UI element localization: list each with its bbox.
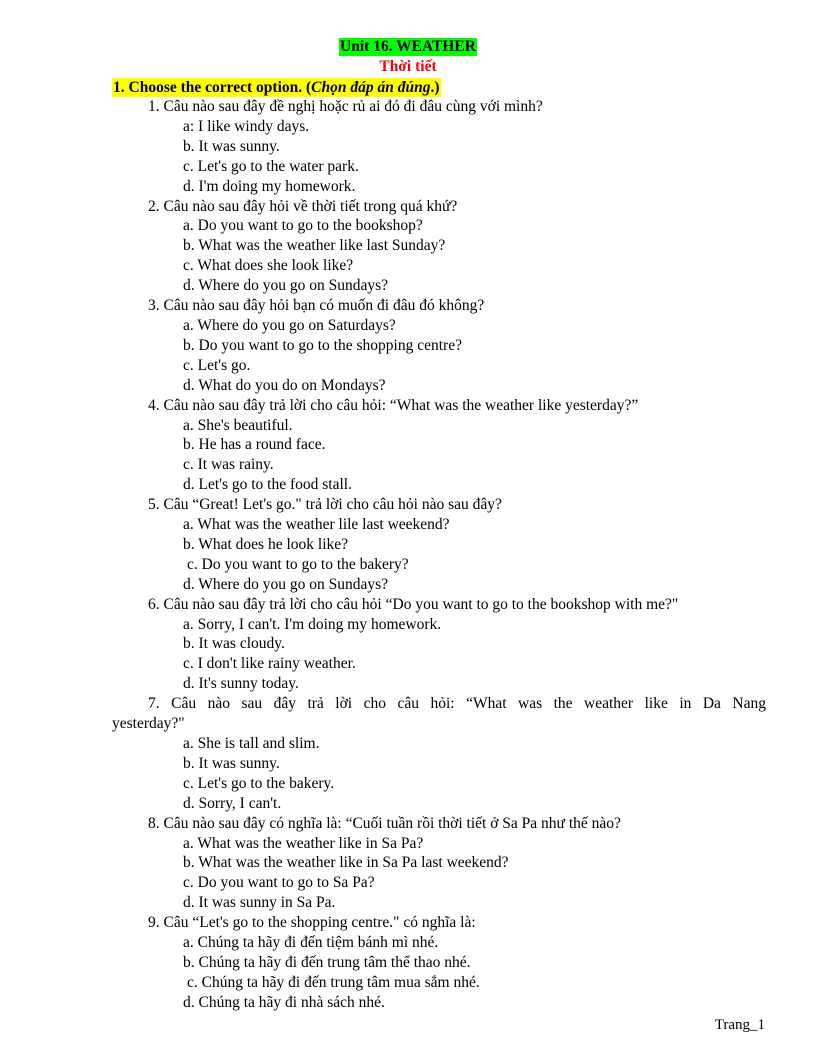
option-c: c. It was rainy. xyxy=(183,456,274,474)
section-heading-main: 1. Choose the correct option. ( xyxy=(113,79,312,96)
option-b: b. He has a round face. xyxy=(183,436,326,454)
question-5 xyxy=(112,495,766,595)
option-c: c. Do you want to go to Sa Pa? xyxy=(183,874,375,892)
question-stem: 3. Câu nào sau đây hỏi bạn có muốn đi đâu đó không? xyxy=(148,297,485,315)
question-list xyxy=(112,97,766,1013)
question-stem: 9. Câu “Let's go to the shopping centre." có nghĩa là: xyxy=(148,914,476,932)
option-a: a. What was the weather like in Sa Pa? xyxy=(183,834,424,852)
question-1 xyxy=(112,97,766,197)
option-a: a. Do you want to go to the bookshop? xyxy=(183,217,423,235)
option-b: b. What does he look like? xyxy=(183,535,349,553)
option-a: a: I like windy days. xyxy=(183,117,310,135)
section-heading xyxy=(112,78,441,97)
question-stem: 5. Câu “Great! Let's go." trả lời cho câu hỏi nào sau đây? xyxy=(148,496,502,514)
question-stem: 6. Câu nào sau đây trả lời cho câu hỏi “Do you want to go to the bookshop with me?" xyxy=(148,595,679,613)
option-c: c. I don't like rainy weather. xyxy=(183,655,356,673)
option-c: c. Chúng ta hãy đi đến trung tâm mua sắm nhé. xyxy=(187,973,480,991)
option-a: a. She's beautiful. xyxy=(183,416,293,434)
option-a: a. Chúng ta hãy đi đến tiệm bánh mì nhé. xyxy=(183,934,439,952)
question-stem-line-1: 7. Câu nào sau đây trả lời cho câu hỏi: “What was the weather like in Da Nang xyxy=(148,695,766,713)
option-d: d. Where do you go on Sundays? xyxy=(183,575,389,593)
option-b: b. Do you want to go to the shopping centre? xyxy=(183,336,462,354)
option-c: c. Let's go to the bakery. xyxy=(183,774,335,792)
question-stem: 2. Câu nào sau đây hỏi về thời tiết trong quá khứ? xyxy=(148,197,458,215)
option-a: a. What was the weather lile last weekend? xyxy=(183,516,450,534)
question-3 xyxy=(112,296,766,396)
title-block xyxy=(0,38,816,77)
option-c: c. Do you want to go to the bakery? xyxy=(187,555,409,573)
question-stem: 4. Câu nào sau đây trả lời cho câu hỏi: “What was the weather like yesterday?” xyxy=(148,396,639,414)
section-heading-italic: Chọn đáp án đúng xyxy=(311,79,431,96)
question-stem: 1. Câu nào sau đây đề nghị hoặc rủ ai đó đi đâu cùng với mình? xyxy=(148,98,543,115)
option-b: b. What was the weather like in Sa Pa last weekend? xyxy=(183,854,509,872)
section-heading-end: .) xyxy=(430,79,440,96)
question-6 xyxy=(112,595,766,695)
page-number: Trang_1 xyxy=(714,1017,765,1033)
unit-subtitle: Thời tiết xyxy=(379,58,437,75)
question-4 xyxy=(112,396,766,496)
option-a: a. Where do you go on Saturdays? xyxy=(183,316,396,334)
option-d: d. Let's go to the food stall. xyxy=(183,476,352,494)
question-8 xyxy=(112,814,766,914)
option-b: b. It was sunny. xyxy=(183,137,280,155)
option-d: d. It's sunny today. xyxy=(183,675,299,693)
option-b: b. It was cloudy. xyxy=(183,635,285,653)
option-d: d. Sorry, I can't. xyxy=(183,794,282,812)
option-b: b. It was sunny. xyxy=(183,754,280,772)
question-stem-line-2: yesterday?" xyxy=(112,715,185,733)
question-7 xyxy=(112,694,766,813)
option-c: c. Let's go. xyxy=(183,356,251,374)
option-c: c. Let's go to the water park. xyxy=(183,157,359,175)
unit-title: Unit 16. WEATHER xyxy=(340,38,476,55)
option-c: c. What does she look like? xyxy=(183,257,354,275)
option-b: b. Chúng ta hãy đi đến trung tâm thể thao nhé. xyxy=(183,953,471,971)
question-2 xyxy=(112,197,766,297)
option-d: d. What do you do on Mondays? xyxy=(183,376,386,394)
question-9 xyxy=(112,913,766,1013)
option-a: a. She is tall and slim. xyxy=(183,735,320,752)
option-d: d. Where do you go on Sundays? xyxy=(183,277,389,295)
option-a: a. Sorry, I can't. I'm doing my homework. xyxy=(183,615,442,633)
option-b: b. What was the weather like last Sunday? xyxy=(183,237,446,255)
option-d: d. I'm doing my homework. xyxy=(183,177,356,195)
option-d: d. It was sunny in Sa Pa. xyxy=(183,894,336,912)
option-d: d. Chúng ta hãy đi nhà sách nhé. xyxy=(183,993,385,1011)
question-stem: 8. Câu nào sau đây có nghĩa là: “Cuối tuần rồi thời tiết ở Sa Pa như thế nào? xyxy=(148,814,621,832)
